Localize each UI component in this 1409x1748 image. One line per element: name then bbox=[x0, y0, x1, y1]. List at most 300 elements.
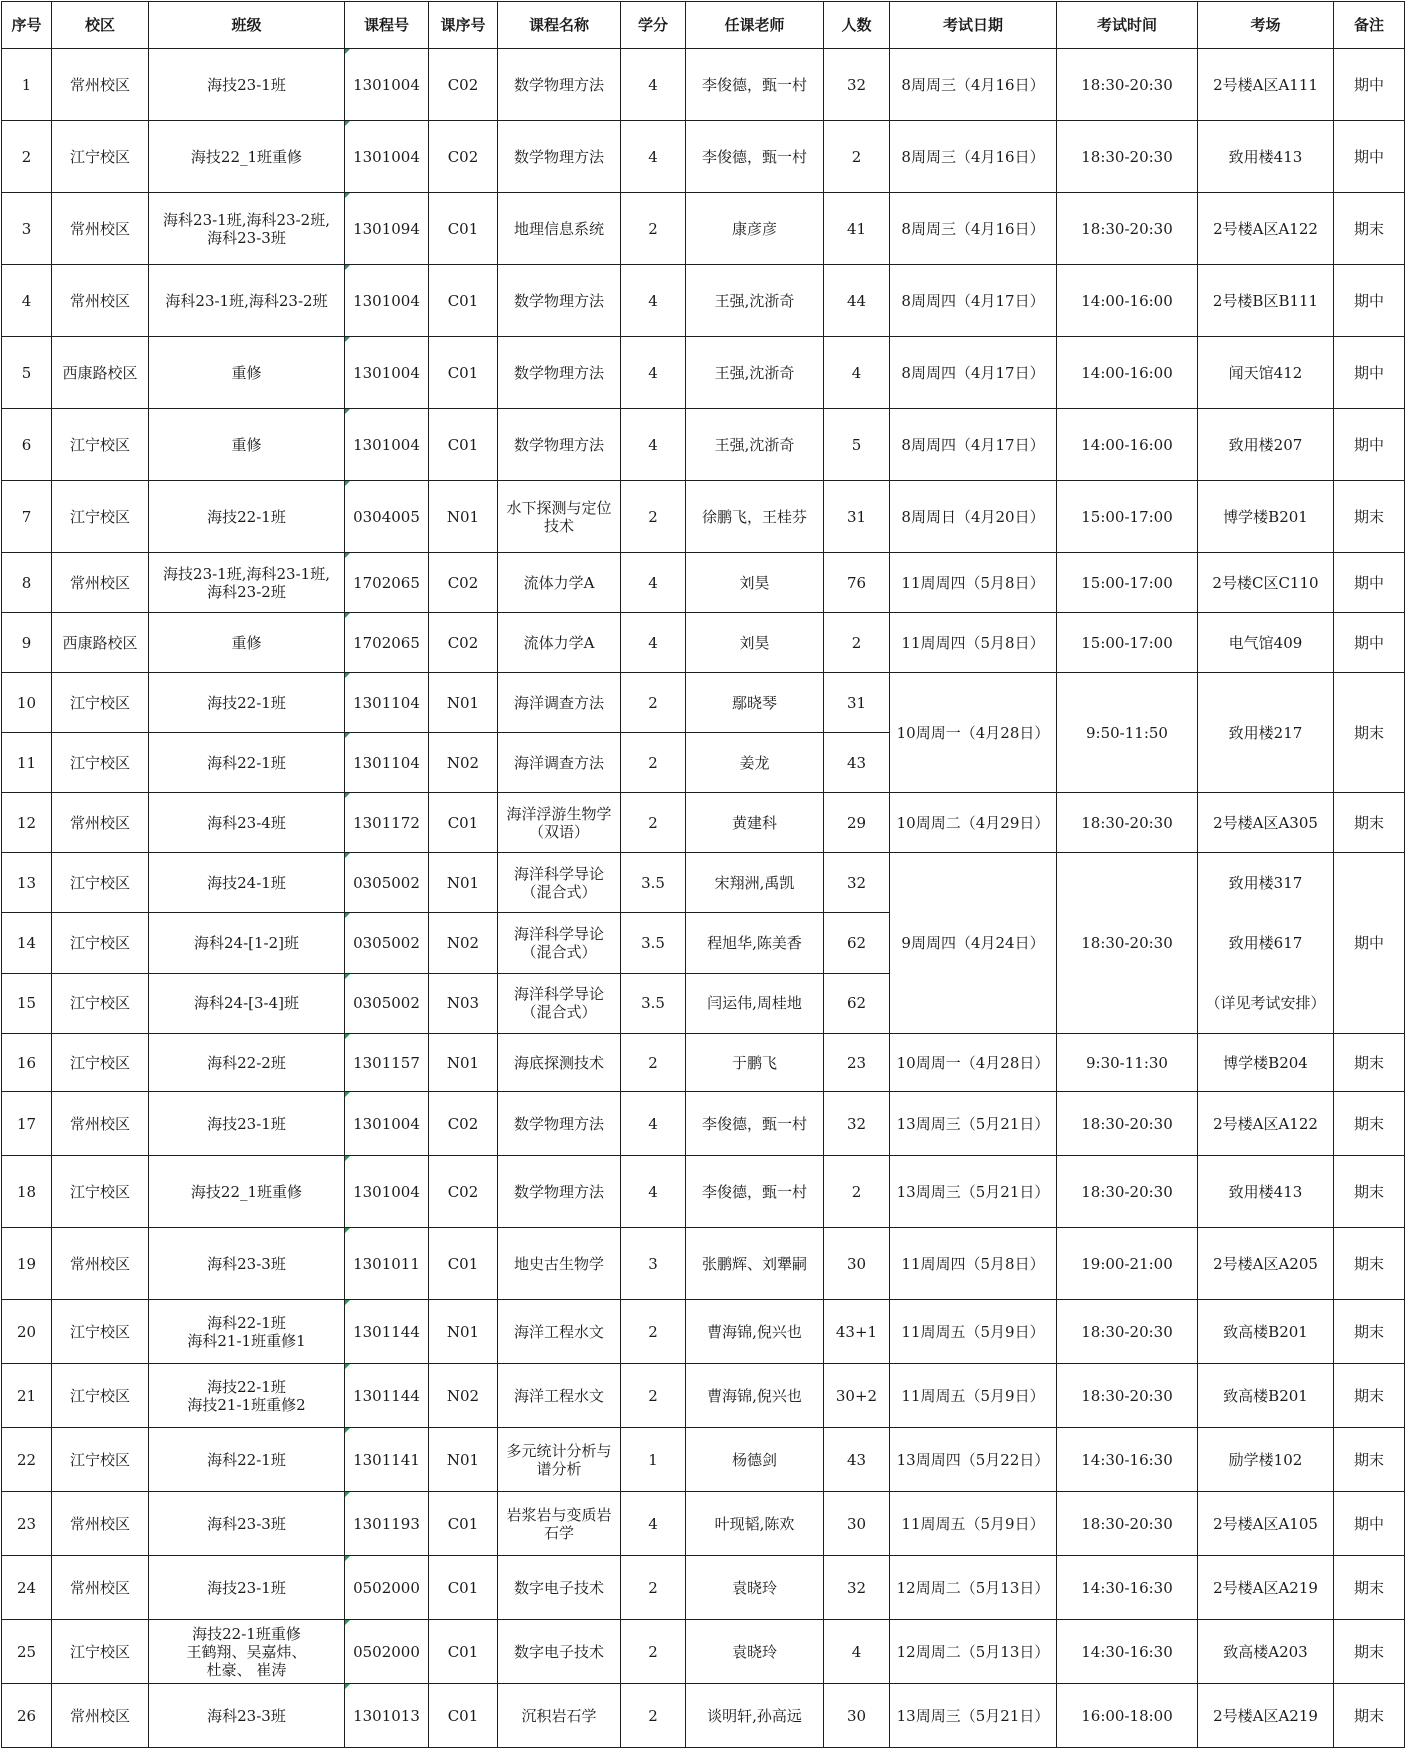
class-cell: 海技22_1班重修 bbox=[149, 121, 345, 193]
credit-cell: 3.5 bbox=[621, 973, 686, 1033]
exam-time-cell: 18:30-20:30 bbox=[1057, 1364, 1198, 1428]
exam-time-cell: 14:30-16:30 bbox=[1057, 1428, 1198, 1492]
exam-room-cell bbox=[1198, 853, 1334, 1034]
campus-cell: 江宁校区 bbox=[52, 673, 149, 733]
course-name-cell: 海洋科学导论 （混合式） bbox=[498, 973, 621, 1033]
course-seq-cell: C01 bbox=[429, 265, 498, 337]
exam-room-cell: 致高楼B201 bbox=[1198, 1364, 1334, 1428]
table-row bbox=[2, 1620, 1405, 1684]
count-cell: 62 bbox=[824, 913, 890, 973]
count-cell: 32 bbox=[824, 1092, 890, 1156]
exam-date-cell: 12周周二（5月13日） bbox=[890, 1556, 1057, 1620]
credit-cell: 2 bbox=[621, 733, 686, 793]
no-cell: 10 bbox=[2, 673, 52, 733]
exam-room-cell: 2号楼A区A111 bbox=[1198, 49, 1334, 121]
credit-cell: 2 bbox=[621, 193, 686, 265]
class-cell: 海科24-[3-4]班 bbox=[149, 973, 345, 1033]
teacher-cell: 张鹏辉、刘犟嗣 bbox=[686, 1228, 824, 1300]
course-code-cell: 1301004 bbox=[345, 409, 429, 481]
count-cell: 43 bbox=[824, 1428, 890, 1492]
col-exam-time-header: 考试时间 bbox=[1057, 2, 1198, 49]
exam-room-cell: 电气馆409 bbox=[1198, 613, 1334, 673]
exam-date-cell: 9周周四（4月24日） bbox=[890, 853, 1057, 1034]
campus-cell: 常州校区 bbox=[52, 1556, 149, 1620]
class-cell: 海科22-2班 bbox=[149, 1034, 345, 1092]
teacher-cell: 曹海锦,倪兴也 bbox=[686, 1364, 824, 1428]
course-seq-cell: N02 bbox=[429, 1364, 498, 1428]
teacher-cell: 袁晓玲 bbox=[686, 1620, 824, 1684]
exam-time-cell: 19:00-21:00 bbox=[1057, 1228, 1198, 1300]
class-cell: 海科23-1班,海科23-2班 bbox=[149, 265, 345, 337]
exam-time-cell: 15:00-17:00 bbox=[1057, 553, 1198, 613]
exam-time-cell: 14:00-16:00 bbox=[1057, 409, 1198, 481]
campus-cell: 江宁校区 bbox=[52, 409, 149, 481]
course-code-cell: 0502000 bbox=[345, 1556, 429, 1620]
exam-room-cell: 致高楼A203 bbox=[1198, 1620, 1334, 1684]
header-row bbox=[2, 2, 1405, 49]
no-cell: 18 bbox=[2, 1156, 52, 1228]
note-cell: 期末 bbox=[1334, 481, 1405, 553]
credit-cell: 4 bbox=[621, 337, 686, 409]
exam-date-cell: 8周周日（4月20日） bbox=[890, 481, 1057, 553]
exam-time-cell: 18:30-20:30 bbox=[1057, 1092, 1198, 1156]
count-cell: 5 bbox=[824, 409, 890, 481]
count-cell: 32 bbox=[824, 853, 890, 913]
exam-room-cell: 2号楼A区A122 bbox=[1198, 193, 1334, 265]
exam-room-cell: 2号楼A区A219 bbox=[1198, 1556, 1334, 1620]
course-name-cell: 数学物理方法 bbox=[498, 1156, 621, 1228]
no-cell: 7 bbox=[2, 481, 52, 553]
exam-date-cell: 12周周二（5月13日） bbox=[890, 1620, 1057, 1684]
no-cell: 4 bbox=[2, 265, 52, 337]
class-cell: 海技23-1班 bbox=[149, 1556, 345, 1620]
course-code-cell: 1301104 bbox=[345, 673, 429, 733]
class-cell: 重修 bbox=[149, 613, 345, 673]
teacher-cell: 王强,沈浙奇 bbox=[686, 337, 824, 409]
course-seq-cell: C01 bbox=[429, 193, 498, 265]
no-cell: 25 bbox=[2, 1620, 52, 1684]
teacher-cell: 李俊德，甄一村 bbox=[686, 1156, 824, 1228]
credit-cell: 2 bbox=[621, 1300, 686, 1364]
course-name-cell: 多元统计分析与 谱分析 bbox=[498, 1428, 621, 1492]
exam-time-cell: 18:30-20:30 bbox=[1057, 121, 1198, 193]
exam-room-entry: （详见考试安排） bbox=[1205, 994, 1326, 1012]
exam-date-cell: 8周周三（4月16日） bbox=[890, 121, 1057, 193]
course-code-cell: 0502000 bbox=[345, 1620, 429, 1684]
col-class-header: 班级 bbox=[149, 2, 345, 49]
note-cell: 期末 bbox=[1334, 1156, 1405, 1228]
note-cell: 期末 bbox=[1334, 1428, 1405, 1492]
course-name-cell: 数学物理方法 bbox=[498, 121, 621, 193]
exam-room-cell: 致用楼217 bbox=[1198, 673, 1334, 793]
note-cell: 期末 bbox=[1334, 1300, 1405, 1364]
count-cell: 30 bbox=[824, 1228, 890, 1300]
col-course-code-header: 课程号 bbox=[345, 2, 429, 49]
table-row bbox=[2, 1092, 1405, 1156]
table-row bbox=[2, 265, 1405, 337]
col-teacher-header: 任课老师 bbox=[686, 2, 824, 49]
credit-cell: 4 bbox=[621, 1492, 686, 1556]
course-seq-cell: N01 bbox=[429, 481, 498, 553]
table-row bbox=[2, 1228, 1405, 1300]
teacher-cell: 叶现韬,陈欢 bbox=[686, 1492, 824, 1556]
exam-date-cell: 11周周四（5月8日） bbox=[890, 553, 1057, 613]
course-code-cell: 1301094 bbox=[345, 193, 429, 265]
class-cell: 海科22-1班 bbox=[149, 733, 345, 793]
note-cell: 期末 bbox=[1334, 1684, 1405, 1748]
credit-cell: 4 bbox=[621, 613, 686, 673]
table-row bbox=[2, 613, 1405, 673]
no-cell: 21 bbox=[2, 1364, 52, 1428]
campus-cell: 江宁校区 bbox=[52, 1300, 149, 1364]
course-name-cell: 海洋浮游生物学 （双语） bbox=[498, 793, 621, 853]
table-row bbox=[2, 793, 1405, 853]
class-cell: 海科23-3班 bbox=[149, 1228, 345, 1300]
course-name-cell: 地理信息系统 bbox=[498, 193, 621, 265]
course-code-cell: 1301144 bbox=[345, 1300, 429, 1364]
class-cell: 海科22-1班 海科21-1班重修1 bbox=[149, 1300, 345, 1364]
course-name-cell: 沉积岩石学 bbox=[498, 1684, 621, 1748]
exam-room-cell: 2号楼A区A105 bbox=[1198, 1492, 1334, 1556]
teacher-cell: 李俊德，甄一村 bbox=[686, 121, 824, 193]
campus-cell: 江宁校区 bbox=[52, 481, 149, 553]
no-cell: 24 bbox=[2, 1556, 52, 1620]
class-cell: 海技22-1班重修 王鹤翔、吴嘉炜、 杜豪、 崔涛 bbox=[149, 1620, 345, 1684]
class-cell: 海科23-1班,海科23-2班, 海科23-3班 bbox=[149, 193, 345, 265]
note-cell: 期中 bbox=[1334, 613, 1405, 673]
class-cell: 海技22-1班 海技21-1班重修2 bbox=[149, 1364, 345, 1428]
no-cell: 22 bbox=[2, 1428, 52, 1492]
campus-cell: 江宁校区 bbox=[52, 733, 149, 793]
count-cell: 44 bbox=[824, 265, 890, 337]
exam-room-cell: 博学楼B204 bbox=[1198, 1034, 1334, 1092]
exam-date-cell: 8周周四（4月17日） bbox=[890, 337, 1057, 409]
count-cell: 31 bbox=[824, 673, 890, 733]
note-cell: 期中 bbox=[1334, 337, 1405, 409]
exam-date-cell: 13周周三（5月21日） bbox=[890, 1156, 1057, 1228]
course-seq-cell: C02 bbox=[429, 613, 498, 673]
exam-date-cell: 13周周四（5月22日） bbox=[890, 1428, 1057, 1492]
course-seq-cell: N03 bbox=[429, 973, 498, 1033]
class-cell: 海技23-1班 bbox=[149, 1092, 345, 1156]
note-cell: 期中 bbox=[1334, 121, 1405, 193]
exam-room-cell: 2号楼A区A122 bbox=[1198, 1092, 1334, 1156]
col-exam-date-header: 考试日期 bbox=[890, 2, 1057, 49]
class-cell: 海科22-1班 bbox=[149, 1428, 345, 1492]
count-cell: 2 bbox=[824, 1156, 890, 1228]
course-name-cell: 流体力学A bbox=[498, 553, 621, 613]
credit-cell: 4 bbox=[621, 409, 686, 481]
course-name-cell: 数学物理方法 bbox=[498, 1092, 621, 1156]
course-name-cell: 数学物理方法 bbox=[498, 337, 621, 409]
table-row bbox=[2, 1556, 1405, 1620]
course-code-cell: 1301172 bbox=[345, 793, 429, 853]
teacher-cell: 李俊德，甄一村 bbox=[686, 49, 824, 121]
count-cell: 41 bbox=[824, 193, 890, 265]
teacher-cell: 徐鹏飞，王桂芬 bbox=[686, 481, 824, 553]
count-cell: 32 bbox=[824, 49, 890, 121]
exam-time-cell: 14:00-16:00 bbox=[1057, 265, 1198, 337]
count-cell: 76 bbox=[824, 553, 890, 613]
no-cell: 5 bbox=[2, 337, 52, 409]
teacher-cell: 闫运伟,周桂地 bbox=[686, 973, 824, 1033]
exam-time-cell: 15:00-17:00 bbox=[1057, 481, 1198, 553]
table-row bbox=[2, 673, 1405, 733]
exam-room-list bbox=[1201, 853, 1330, 1033]
count-cell: 4 bbox=[824, 337, 890, 409]
teacher-cell: 鄢晓琴 bbox=[686, 673, 824, 733]
class-cell: 海技22-1班 bbox=[149, 481, 345, 553]
count-cell: 23 bbox=[824, 1034, 890, 1092]
course-name-cell: 流体力学A bbox=[498, 613, 621, 673]
exam-room-entry: 致用楼617 bbox=[1228, 934, 1303, 952]
table-row bbox=[2, 409, 1405, 481]
exam-date-cell: 11周周五（5月9日） bbox=[890, 1492, 1057, 1556]
table-row bbox=[2, 337, 1405, 409]
course-seq-cell: C01 bbox=[429, 1684, 498, 1748]
note-cell: 期末 bbox=[1334, 1034, 1405, 1092]
course-seq-cell: C01 bbox=[429, 1492, 498, 1556]
course-name-cell: 海洋调查方法 bbox=[498, 733, 621, 793]
class-cell: 海科23-3班 bbox=[149, 1684, 345, 1748]
exam-date-cell: 11周周五（5月9日） bbox=[890, 1364, 1057, 1428]
no-cell: 17 bbox=[2, 1092, 52, 1156]
note-cell: 期末 bbox=[1334, 673, 1405, 793]
exam-date-cell: 13周周三（5月21日） bbox=[890, 1092, 1057, 1156]
count-cell: 4 bbox=[824, 1620, 890, 1684]
teacher-cell: 刘昊 bbox=[686, 553, 824, 613]
credit-cell: 2 bbox=[621, 793, 686, 853]
table-row bbox=[2, 553, 1405, 613]
note-cell: 期末 bbox=[1334, 193, 1405, 265]
col-count-header: 人数 bbox=[824, 2, 890, 49]
exam-room-cell: 致用楼413 bbox=[1198, 121, 1334, 193]
course-seq-cell: C02 bbox=[429, 121, 498, 193]
no-cell: 9 bbox=[2, 613, 52, 673]
teacher-cell: 曹海锦,倪兴也 bbox=[686, 1300, 824, 1364]
col-exam-room-header: 考场 bbox=[1198, 2, 1334, 49]
course-seq-cell: N01 bbox=[429, 853, 498, 913]
no-cell: 8 bbox=[2, 553, 52, 613]
course-code-cell: 0304005 bbox=[345, 481, 429, 553]
no-cell: 3 bbox=[2, 193, 52, 265]
note-cell: 期中 bbox=[1334, 853, 1405, 1034]
teacher-cell: 杨德剑 bbox=[686, 1428, 824, 1492]
exam-date-cell: 11周周五（5月9日） bbox=[890, 1300, 1057, 1364]
exam-room-cell: 2号楼C区C110 bbox=[1198, 553, 1334, 613]
no-cell: 2 bbox=[2, 121, 52, 193]
exam-time-cell: 9:50-11:50 bbox=[1057, 673, 1198, 793]
course-seq-cell: N01 bbox=[429, 673, 498, 733]
exam-time-cell: 18:30-20:30 bbox=[1057, 793, 1198, 853]
credit-cell: 3 bbox=[621, 1228, 686, 1300]
table-row bbox=[2, 1156, 1405, 1228]
exam-room-cell: 2号楼A区A305 bbox=[1198, 793, 1334, 853]
table-row bbox=[2, 1428, 1405, 1492]
teacher-cell: 王强,沈浙奇 bbox=[686, 265, 824, 337]
course-seq-cell: N01 bbox=[429, 1034, 498, 1092]
exam-room-cell: 致高楼B201 bbox=[1198, 1300, 1334, 1364]
campus-cell: 常州校区 bbox=[52, 1228, 149, 1300]
course-code-cell: 1702065 bbox=[345, 553, 429, 613]
course-name-cell: 数字电子技术 bbox=[498, 1556, 621, 1620]
no-cell: 26 bbox=[2, 1684, 52, 1748]
course-code-cell: 1301004 bbox=[345, 265, 429, 337]
count-cell: 29 bbox=[824, 793, 890, 853]
credit-cell: 4 bbox=[621, 553, 686, 613]
credit-cell: 4 bbox=[621, 265, 686, 337]
exam-time-cell: 18:30-20:30 bbox=[1057, 49, 1198, 121]
exam-date-cell: 8周周三（4月16日） bbox=[890, 193, 1057, 265]
credit-cell: 3.5 bbox=[621, 853, 686, 913]
campus-cell: 常州校区 bbox=[52, 1092, 149, 1156]
campus-cell: 常州校区 bbox=[52, 1492, 149, 1556]
exam-date-cell: 13周周三（5月21日） bbox=[890, 1684, 1057, 1748]
exam-time-cell: 9:30-11:30 bbox=[1057, 1034, 1198, 1092]
credit-cell: 2 bbox=[621, 673, 686, 733]
no-cell: 12 bbox=[2, 793, 52, 853]
course-code-cell: 1301004 bbox=[345, 121, 429, 193]
table-row bbox=[2, 1684, 1405, 1748]
exam-room-cell: 2号楼B区B111 bbox=[1198, 265, 1334, 337]
no-cell: 23 bbox=[2, 1492, 52, 1556]
exam-date-cell: 8周周四（4月17日） bbox=[890, 409, 1057, 481]
exam-time-cell: 18:30-20:30 bbox=[1057, 1300, 1198, 1364]
class-cell: 海技24-1班 bbox=[149, 853, 345, 913]
exam-date-cell: 11周周四（5月8日） bbox=[890, 1228, 1057, 1300]
exam-room-cell: 闻天馆412 bbox=[1198, 337, 1334, 409]
exam-time-cell: 15:00-17:00 bbox=[1057, 613, 1198, 673]
course-seq-cell: C02 bbox=[429, 1156, 498, 1228]
course-code-cell: 1301013 bbox=[345, 1684, 429, 1748]
exam-time-cell: 18:30-20:30 bbox=[1057, 853, 1198, 1034]
note-cell: 期中 bbox=[1334, 409, 1405, 481]
table-row bbox=[2, 1492, 1405, 1556]
no-cell: 13 bbox=[2, 853, 52, 913]
credit-cell: 4 bbox=[621, 1156, 686, 1228]
table-row bbox=[2, 1034, 1405, 1092]
campus-cell: 常州校区 bbox=[52, 793, 149, 853]
teacher-cell: 黄建科 bbox=[686, 793, 824, 853]
exam-time-cell: 14:30-16:30 bbox=[1057, 1556, 1198, 1620]
exam-room-cell: 博学楼B201 bbox=[1198, 481, 1334, 553]
col-credit-header: 学分 bbox=[621, 2, 686, 49]
credit-cell: 2 bbox=[621, 1684, 686, 1748]
campus-cell: 常州校区 bbox=[52, 193, 149, 265]
teacher-cell: 程旭华,陈美香 bbox=[686, 913, 824, 973]
course-code-cell: 1301104 bbox=[345, 733, 429, 793]
campus-cell: 江宁校区 bbox=[52, 1620, 149, 1684]
course-seq-cell: N02 bbox=[429, 733, 498, 793]
campus-cell: 江宁校区 bbox=[52, 1156, 149, 1228]
count-cell: 62 bbox=[824, 973, 890, 1033]
table-row bbox=[2, 853, 1405, 913]
campus-cell: 常州校区 bbox=[52, 265, 149, 337]
course-seq-cell: C01 bbox=[429, 337, 498, 409]
credit-cell: 2 bbox=[621, 481, 686, 553]
note-cell: 期中 bbox=[1334, 1492, 1405, 1556]
course-name-cell: 数学物理方法 bbox=[498, 409, 621, 481]
count-cell: 43 bbox=[824, 733, 890, 793]
count-cell: 43+1 bbox=[824, 1300, 890, 1364]
campus-cell: 江宁校区 bbox=[52, 1364, 149, 1428]
course-seq-cell: C01 bbox=[429, 409, 498, 481]
course-code-cell: 1301004 bbox=[345, 337, 429, 409]
course-seq-cell: C02 bbox=[429, 1092, 498, 1156]
credit-cell: 4 bbox=[621, 49, 686, 121]
course-name-cell: 数学物理方法 bbox=[498, 265, 621, 337]
count-cell: 2 bbox=[824, 121, 890, 193]
class-cell: 海科23-3班 bbox=[149, 1492, 345, 1556]
course-name-cell: 海洋调查方法 bbox=[498, 673, 621, 733]
credit-cell: 2 bbox=[621, 1620, 686, 1684]
course-seq-cell: C01 bbox=[429, 1228, 498, 1300]
course-code-cell: 1301011 bbox=[345, 1228, 429, 1300]
exam-room-cell: 致用楼413 bbox=[1198, 1156, 1334, 1228]
course-code-cell: 1301144 bbox=[345, 1364, 429, 1428]
course-seq-cell: C01 bbox=[429, 1620, 498, 1684]
credit-cell: 4 bbox=[621, 121, 686, 193]
campus-cell: 常州校区 bbox=[52, 553, 149, 613]
exam-room-entry: 致用楼317 bbox=[1228, 874, 1303, 892]
campus-cell: 常州校区 bbox=[52, 49, 149, 121]
course-name-cell: 岩浆岩与变质岩 石学 bbox=[498, 1492, 621, 1556]
credit-cell: 2 bbox=[621, 1034, 686, 1092]
count-cell: 2 bbox=[824, 613, 890, 673]
note-cell: 期中 bbox=[1334, 265, 1405, 337]
course-name-cell: 海洋工程水文 bbox=[498, 1364, 621, 1428]
table-row bbox=[2, 193, 1405, 265]
course-seq-cell: N01 bbox=[429, 1300, 498, 1364]
teacher-cell: 康彦彦 bbox=[686, 193, 824, 265]
credit-cell: 2 bbox=[621, 1364, 686, 1428]
note-cell: 期末 bbox=[1334, 1364, 1405, 1428]
table-row bbox=[2, 121, 1405, 193]
col-no-header: 序号 bbox=[2, 2, 52, 49]
exam-schedule-table bbox=[1, 1, 1405, 1748]
credit-cell: 3.5 bbox=[621, 913, 686, 973]
course-code-cell: 1301004 bbox=[345, 1156, 429, 1228]
class-cell: 重修 bbox=[149, 337, 345, 409]
course-seq-cell: C02 bbox=[429, 49, 498, 121]
no-cell: 15 bbox=[2, 973, 52, 1033]
course-seq-cell: C01 bbox=[429, 1556, 498, 1620]
campus-cell: 常州校区 bbox=[52, 1684, 149, 1748]
col-course-seq-header: 课序号 bbox=[429, 2, 498, 49]
no-cell: 14 bbox=[2, 913, 52, 973]
course-name-cell: 水下探测与定位 技术 bbox=[498, 481, 621, 553]
class-cell: 重修 bbox=[149, 409, 345, 481]
course-code-cell: 1301141 bbox=[345, 1428, 429, 1492]
table-row bbox=[2, 481, 1405, 553]
exam-date-cell: 10周周一（4月28日） bbox=[890, 1034, 1057, 1092]
course-seq-cell: N02 bbox=[429, 913, 498, 973]
exam-date-cell: 11周周四（5月8日） bbox=[890, 613, 1057, 673]
col-note-header: 备注 bbox=[1334, 2, 1405, 49]
class-cell: 海科23-4班 bbox=[149, 793, 345, 853]
course-seq-cell: C02 bbox=[429, 553, 498, 613]
campus-cell: 西康路校区 bbox=[52, 337, 149, 409]
col-campus-header: 校区 bbox=[52, 2, 149, 49]
no-cell: 16 bbox=[2, 1034, 52, 1092]
course-code-cell: 1301004 bbox=[345, 49, 429, 121]
course-name-cell: 海底探测技术 bbox=[498, 1034, 621, 1092]
no-cell: 20 bbox=[2, 1300, 52, 1364]
count-cell: 30 bbox=[824, 1492, 890, 1556]
exam-time-cell: 18:30-20:30 bbox=[1057, 1492, 1198, 1556]
no-cell: 6 bbox=[2, 409, 52, 481]
count-cell: 32 bbox=[824, 1556, 890, 1620]
